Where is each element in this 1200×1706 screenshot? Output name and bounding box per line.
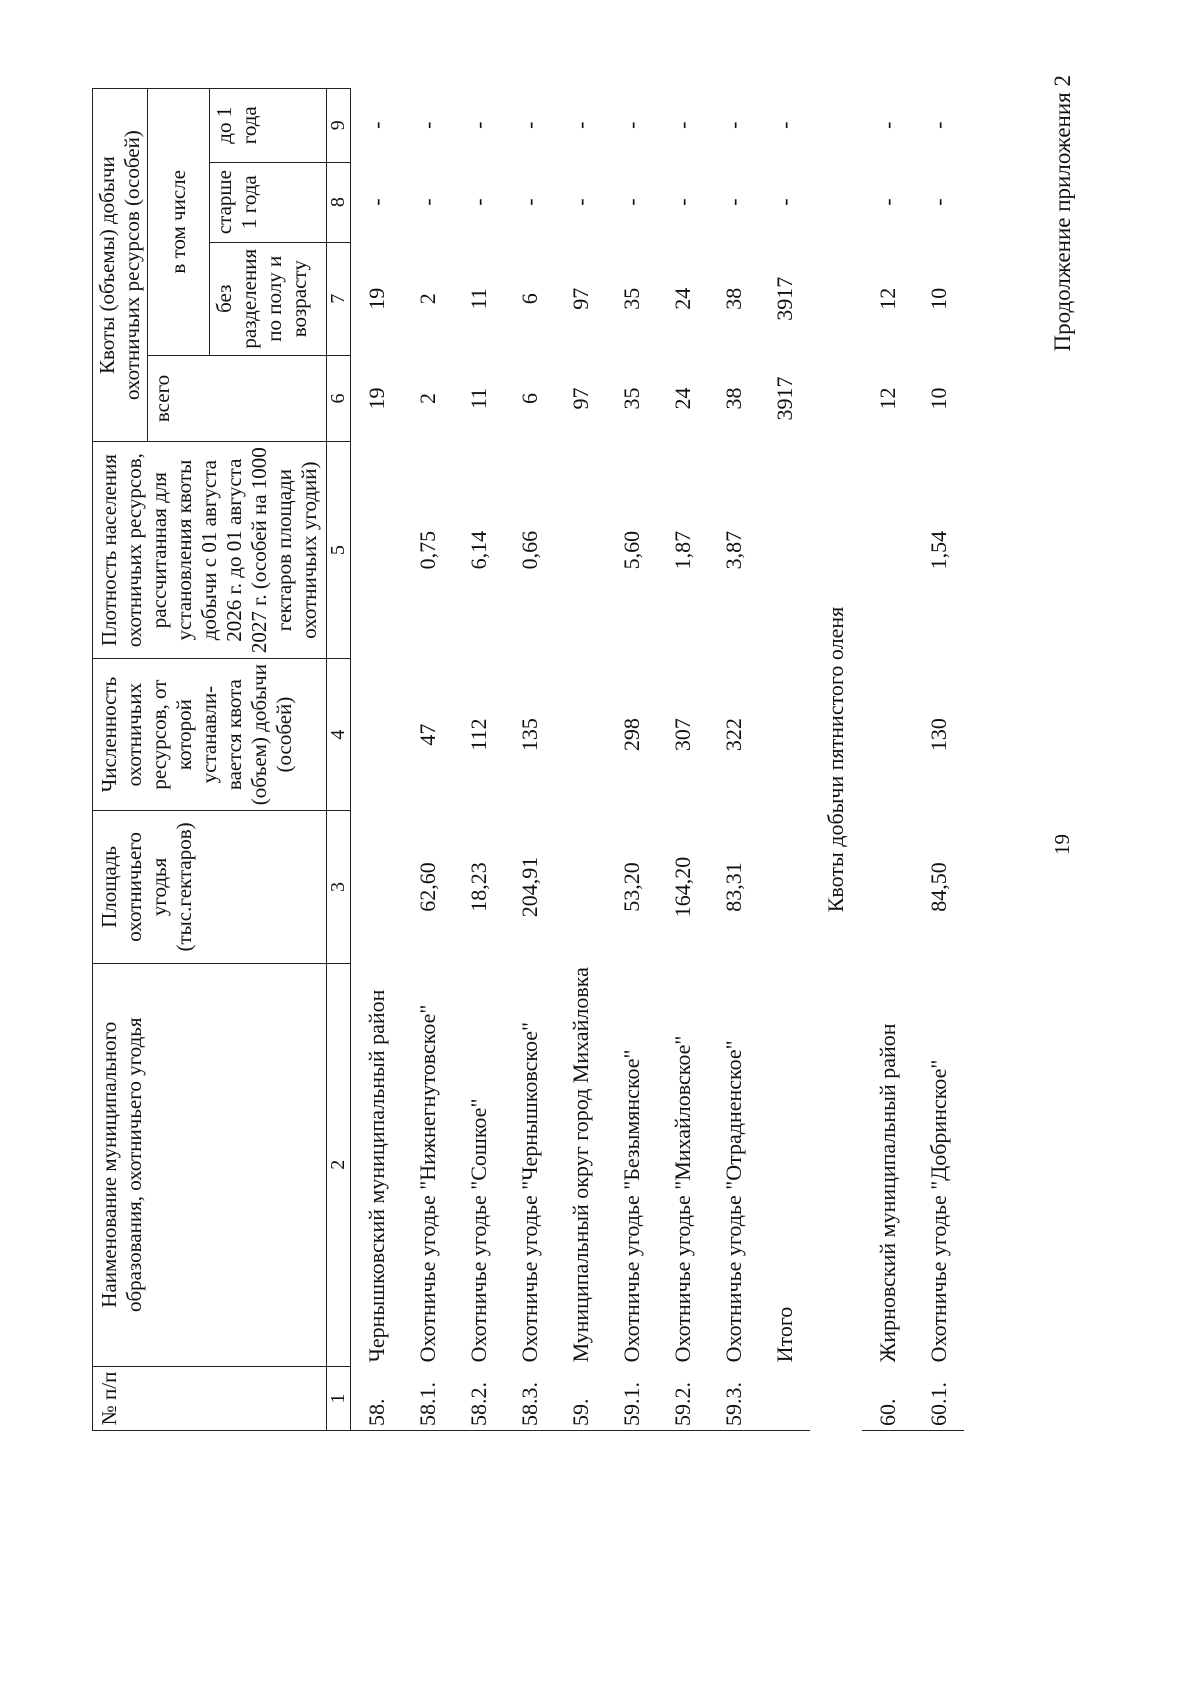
row-younger: - [516, 121, 542, 129]
col-number: 6 [327, 355, 351, 442]
row-density: 0,75 [414, 530, 440, 570]
row-total: 24 [669, 387, 695, 410]
row-name: Охотничье угодье "Отрадненское" [720, 1040, 746, 1363]
row-older: - [925, 198, 951, 206]
col-number: 2 [327, 963, 351, 1366]
header-row-1 [93, 89, 148, 1431]
row-area: 53,20 [618, 862, 644, 912]
row-name: Жирновский муниципальный район [874, 1023, 900, 1363]
row-index: 59.2. [657, 1366, 708, 1430]
header-quota-group: Квоты (объемы) добычи охотничьих ресурсов (особей) [93, 89, 148, 442]
row-index: 58.1. [402, 1366, 453, 1430]
row-index: 59.1. [606, 1366, 657, 1430]
row-total: 97 [567, 387, 593, 410]
table-row [504, 89, 555, 1431]
row-index: 58. [351, 1366, 403, 1430]
header-numbers-row [327, 89, 351, 1431]
row-density [555, 442, 606, 659]
row-nosplit: 97 [567, 287, 593, 310]
header-col-num: № п/п [93, 1366, 327, 1430]
row-nosplit: 24 [669, 287, 695, 310]
row-index: 58.3. [504, 1366, 555, 1430]
table-row [913, 89, 964, 1431]
row-index: 59. [555, 1366, 606, 1430]
header-col-area: Площадь охотничьего угодья (тыс.гектаров) [93, 811, 327, 963]
header-incl: в том числе [148, 89, 210, 356]
row-area: 84,50 [925, 862, 951, 912]
header-col-count: Численность охотничьих ресурсов, от которой устанавли- вается квота (объем) добычи (особей) [93, 659, 327, 811]
row-younger: - [414, 121, 440, 129]
row-count: 112 [465, 718, 491, 751]
row-density: 1,87 [669, 530, 695, 570]
row-area: 62,60 [414, 862, 440, 912]
page-number: 19 [1050, 834, 1074, 855]
row-count [555, 659, 606, 811]
row-younger: - [363, 121, 389, 129]
row-younger: - [874, 121, 900, 129]
row-total: 35 [618, 387, 644, 410]
row-older: - [771, 198, 797, 206]
row-younger: - [925, 121, 951, 129]
row-name: Охотничье угодье "Сошкое" [465, 1098, 491, 1363]
row-count: 298 [618, 718, 644, 752]
col-number: 4 [327, 659, 351, 811]
row-name: Охотничье угодье "Безымянское" [618, 1049, 644, 1363]
table-row [657, 89, 708, 1431]
row-total: 19 [363, 387, 389, 410]
col-number: 3 [327, 811, 351, 963]
header-col-name: Наименование муниципального образования, охотничьего угодья [93, 963, 327, 1366]
row-older: - [720, 198, 746, 206]
row-total: 10 [925, 387, 951, 410]
header-col-older: старше 1 года [210, 162, 327, 242]
row-area: 83,31 [720, 862, 746, 912]
table-row [402, 89, 453, 1431]
row-density: 5,60 [618, 530, 644, 570]
section-title: Квоты добычи пятнистого оленя [823, 606, 848, 913]
col-number: 8 [327, 162, 351, 242]
row-area [555, 811, 606, 963]
row-density [862, 442, 913, 659]
row-nosplit: 3917 [771, 276, 797, 321]
row-nosplit: 19 [363, 287, 389, 310]
col-number: 7 [327, 242, 351, 355]
row-total: 6 [516, 392, 542, 404]
row-older: - [567, 198, 593, 206]
header-col-younger: до 1 года [210, 89, 327, 163]
header-col-nosplit: без разделения по полу и возрасту [210, 242, 327, 355]
row-area: 164,20 [669, 856, 695, 918]
table-row [453, 89, 504, 1431]
row-count [759, 659, 810, 811]
row-name: Охотничье угодье "Чернышковское" [516, 1022, 542, 1363]
quota-table [92, 88, 964, 1431]
row-area [759, 811, 810, 963]
row-older: - [669, 198, 695, 206]
row-density: 3,87 [720, 530, 746, 570]
row-nosplit: 38 [720, 287, 746, 310]
row-index: 59.3. [708, 1366, 759, 1430]
row-nosplit: 2 [414, 293, 440, 305]
table-row [759, 89, 810, 1431]
row-older: - [516, 198, 542, 206]
row-density: 1,54 [925, 530, 951, 570]
table-row [708, 89, 759, 1431]
table-row [862, 89, 913, 1431]
col-number: 5 [327, 442, 351, 659]
row-index: 58.2. [453, 1366, 504, 1430]
row-count: 135 [516, 718, 542, 752]
col-number: 9 [327, 89, 351, 163]
row-area [351, 811, 403, 963]
row-count: 322 [720, 718, 746, 752]
row-nosplit: 10 [925, 287, 951, 310]
header-col-total: всего [148, 355, 327, 442]
row-density: 6,14 [465, 530, 491, 570]
row-nosplit: 6 [516, 293, 542, 305]
row-younger: - [465, 121, 491, 129]
table-row [351, 89, 403, 1431]
row-area [862, 811, 913, 963]
row-index: 60.1. [913, 1366, 964, 1430]
row-younger: - [669, 121, 695, 129]
row-index [759, 1366, 810, 1430]
row-nosplit: 12 [874, 287, 900, 310]
table-body [351, 89, 811, 1431]
row-area: 204,91 [516, 856, 542, 918]
header-col-density: Плотность населения охотничьих ресурсов, рассчитанная для установления квоты добычи с 01 августа 2026 г. до 01 августа 2027 г. (особей на 1000 гектаров площади охотничьих угодий) [93, 442, 327, 659]
document-table [92, 0, 1128, 89]
row-older: - [465, 198, 491, 206]
row-total: 12 [874, 387, 900, 410]
table-row [606, 89, 657, 1431]
row-index: 60. [862, 1366, 913, 1430]
row-count [351, 659, 403, 811]
table-row [555, 89, 606, 1431]
row-older: - [874, 198, 900, 206]
row-younger: - [567, 121, 593, 129]
row-total: 3917 [771, 376, 797, 421]
row-younger: - [720, 121, 746, 129]
row-density: 0,66 [516, 530, 542, 570]
row-count: 130 [925, 718, 951, 752]
row-name: Итого [771, 1306, 797, 1363]
row-older: - [363, 198, 389, 206]
row-count [862, 659, 913, 811]
row-younger: - [618, 121, 644, 129]
section-title-row [810, 89, 862, 1431]
row-total: 38 [720, 387, 746, 410]
row-name: Муниципальный округ город Михайловка [567, 967, 593, 1363]
row-total: 2 [414, 392, 440, 404]
row-nosplit: 11 [465, 288, 491, 310]
row-area: 18,23 [465, 862, 491, 912]
table-body-2 [862, 89, 964, 1431]
row-name: Охотничье угодье "Михайловское" [669, 1035, 695, 1363]
row-count: 307 [669, 718, 695, 752]
row-density [759, 442, 810, 659]
row-older: - [414, 198, 440, 206]
row-count: 47 [414, 723, 440, 746]
row-total: 11 [465, 387, 491, 410]
row-name: Охотничье угодье "Добринское" [925, 1059, 951, 1363]
row-name: Охотничье угодье "Нижнегнутовское" [414, 1004, 440, 1363]
row-older: - [618, 198, 644, 206]
row-nosplit: 35 [618, 287, 644, 310]
row-younger: - [771, 121, 797, 129]
col-number: 1 [327, 1366, 351, 1430]
row-density [351, 442, 403, 659]
appendix-caption: Продолжение приложения 2 [1050, 75, 1075, 352]
row-name: Чернышковский муниципальный район [363, 989, 389, 1363]
